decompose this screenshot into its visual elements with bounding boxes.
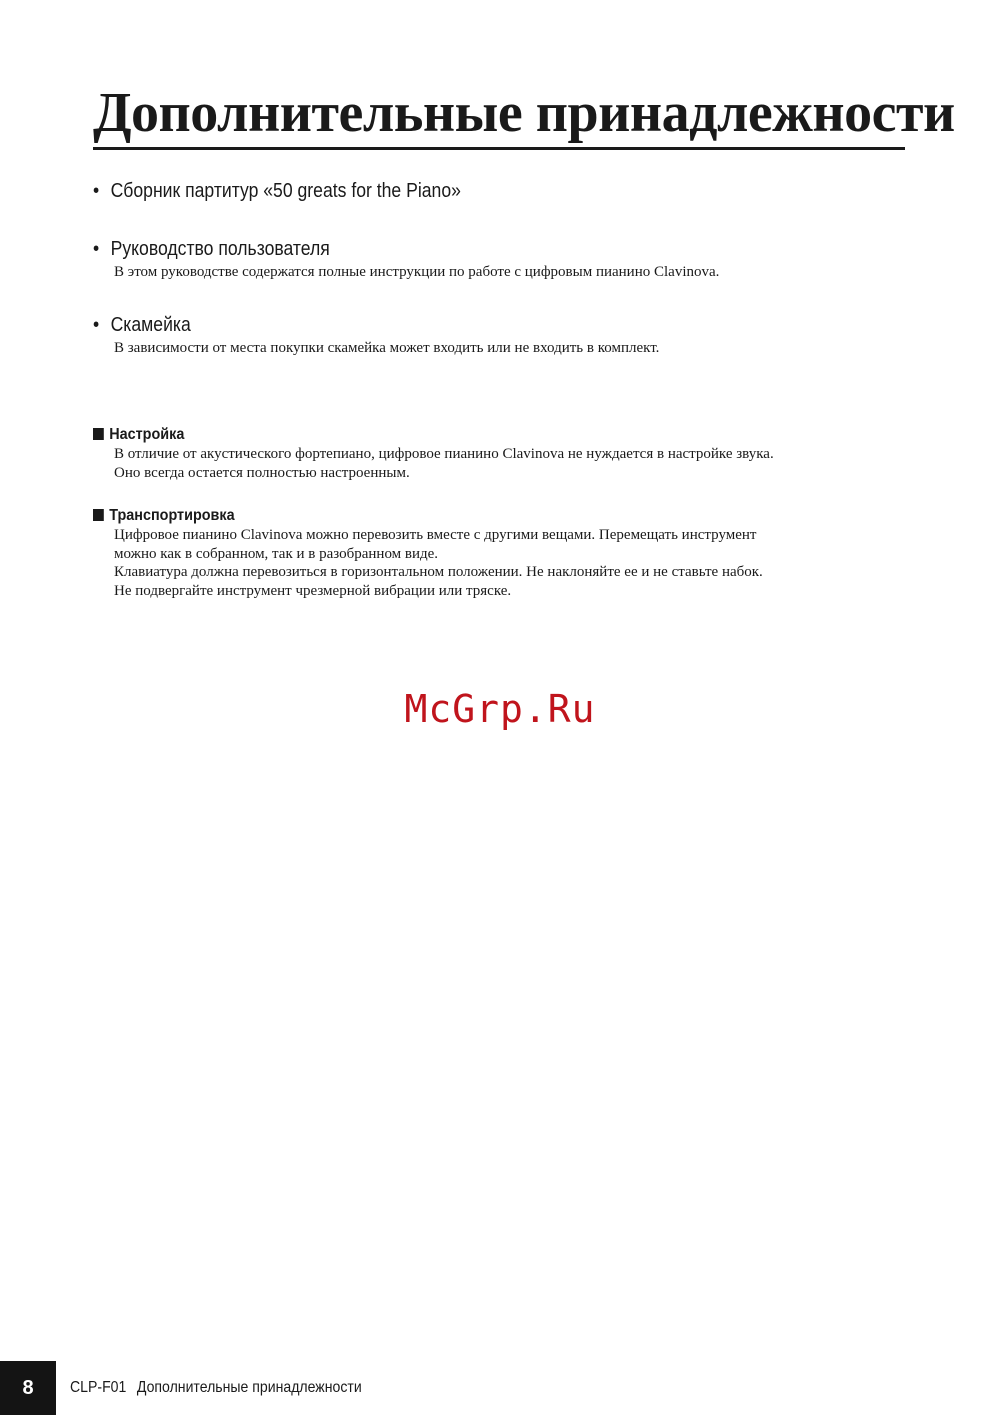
section-heading: [93, 506, 696, 526]
section-line: В отличие от акустического фортепиано, цифровое пианино Clavinova не нуждается в настройке звука.: [114, 446, 774, 462]
accessory-item-heading: [93, 236, 644, 262]
footer-section-title: Дополнительные принадлежности: [136, 1379, 362, 1396]
section-line: Оно всегда остается полностью настроенным.: [114, 464, 410, 481]
accessory-item-scores: [93, 178, 511, 204]
section-transport: [93, 506, 763, 600]
footer: [70, 1376, 362, 1400]
section-body: [114, 526, 763, 600]
accessory-item-bench: [93, 312, 659, 358]
section-heading: [93, 425, 706, 445]
square-bullet-icon: [93, 509, 104, 521]
section-line: можно как в собранном, так и в разобранном виде.: [114, 545, 439, 562]
watermark: McGrp.Ru: [404, 687, 596, 731]
square-bullet-icon: [93, 428, 104, 440]
section-heading-label: Настройка: [109, 426, 185, 443]
accessory-item-heading: [93, 178, 461, 204]
page-title: Дополнительные принадлежности: [93, 82, 955, 144]
section-heading-label: Транспортировка: [109, 507, 235, 524]
accessory-item-label: Сборник партитур «50 greats for the Piano»: [110, 180, 461, 202]
accessory-item-description: В зависимости от места покупки скамейка может входить или не входить в комплект.: [114, 340, 660, 356]
title-rule: [93, 147, 905, 150]
accessory-item-heading: [93, 312, 591, 338]
bullet-icon: •: [93, 180, 100, 202]
accessory-item-description: В этом руководстве содержатся полные инструкции по работе с цифровым пианино Clavinova.: [114, 264, 720, 280]
accessory-item-label: Руководство пользователя: [110, 238, 330, 260]
accessory-item-manual: [93, 236, 719, 282]
section-body: [114, 445, 774, 482]
accessory-item-label: Скамейка: [110, 314, 191, 336]
section-tuning: [93, 425, 774, 482]
section-line: Цифровое пианино Clavinova можно перевозить вместе с другими вещами. Перемещать инструмент: [114, 527, 757, 543]
bullet-icon: •: [93, 238, 100, 260]
section-line: Клавиатура должна перевозиться в горизонтальном положении. Не наклоняйте ее и не ставьте набок.: [114, 564, 763, 580]
footer-model: CLP-F01: [70, 1379, 127, 1396]
bullet-icon: •: [93, 314, 100, 336]
page-number: 8: [0, 1361, 56, 1415]
section-line: Не подвергайте инструмент чрезмерной вибрации или тряске.: [114, 582, 512, 599]
